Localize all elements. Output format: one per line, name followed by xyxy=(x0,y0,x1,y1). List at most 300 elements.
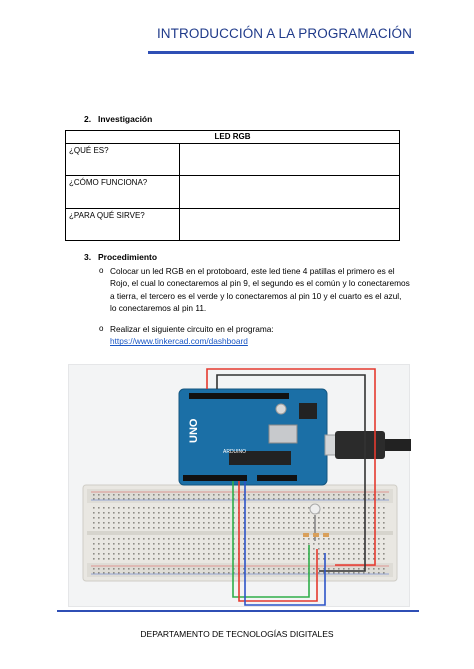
breadboard-hole xyxy=(178,538,180,540)
breadboard-hole xyxy=(343,512,345,514)
header-rule xyxy=(148,51,414,54)
breadboard-hole xyxy=(223,543,225,545)
breadboard-hole xyxy=(193,527,195,529)
breadboard-hole xyxy=(198,538,200,540)
breadboard-hole xyxy=(343,538,345,540)
breadboard-hole xyxy=(253,527,255,529)
breadboard-hole xyxy=(273,522,275,524)
breadboard-hole xyxy=(193,548,195,550)
breadboard-hole xyxy=(378,498,380,500)
breadboard-hole xyxy=(353,527,355,529)
breadboard-hole xyxy=(268,527,270,529)
breadboard-hole xyxy=(253,498,255,500)
breadboard-hole xyxy=(338,553,340,555)
breadboard-hole xyxy=(358,507,360,509)
circuit-figure xyxy=(68,364,410,607)
breadboard-hole xyxy=(303,568,305,570)
breadboard-hole xyxy=(258,512,260,514)
breadboard-hole xyxy=(253,572,255,574)
breadboard-hole xyxy=(298,494,300,496)
breadboard-hole xyxy=(263,548,265,550)
breadboard-hole xyxy=(358,548,360,550)
breadboard-hole xyxy=(298,548,300,550)
breadboard-hole xyxy=(128,512,130,514)
breadboard-hole xyxy=(143,553,145,555)
breadboard-hole xyxy=(258,507,260,509)
breadboard-hole xyxy=(273,543,275,545)
breadboard-hole xyxy=(318,527,320,529)
breadboard-hole xyxy=(138,572,140,574)
answer-cell[interactable] xyxy=(180,209,400,241)
breadboard-hole xyxy=(138,494,140,496)
breadboard-hole xyxy=(343,527,345,529)
answer-cell[interactable] xyxy=(180,176,400,209)
breadboard-hole xyxy=(278,522,280,524)
breadboard-hole xyxy=(103,558,105,560)
breadboard-hole xyxy=(208,543,210,545)
breadboard-hole xyxy=(328,498,330,500)
breadboard-hole xyxy=(93,572,95,574)
breadboard-hole xyxy=(208,558,210,560)
breadboard-hole xyxy=(223,553,225,555)
table-title: LED RGB xyxy=(66,131,400,144)
breadboard-hole xyxy=(168,572,170,574)
breadboard-hole xyxy=(103,517,105,519)
breadboard-hole xyxy=(208,568,210,570)
breadboard-hole xyxy=(158,522,160,524)
breadboard-hole xyxy=(223,498,225,500)
breadboard-hole xyxy=(353,548,355,550)
breadboard-hole xyxy=(93,538,95,540)
breadboard-hole xyxy=(103,494,105,496)
breadboard-hole xyxy=(163,517,165,519)
breadboard-hole xyxy=(108,568,110,570)
breadboard-hole xyxy=(133,507,135,509)
breadboard-hole xyxy=(128,527,130,529)
breadboard-hole xyxy=(143,568,145,570)
breadboard-hole xyxy=(178,568,180,570)
breadboard-hole xyxy=(178,572,180,574)
breadboard-hole xyxy=(213,517,215,519)
breadboard-hole xyxy=(378,548,380,550)
breadboard-hole xyxy=(158,512,160,514)
breadboard-hole xyxy=(338,494,340,496)
tinkercad-link[interactable]: https://www.tinkercad.com/dashboard xyxy=(110,336,248,347)
breadboard-hole xyxy=(133,522,135,524)
breadboard-hole xyxy=(168,498,170,500)
breadboard-hole xyxy=(183,507,185,509)
breadboard-hole xyxy=(128,568,130,570)
breadboard-hole xyxy=(203,512,205,514)
breadboard-hole xyxy=(213,527,215,529)
breadboard-hole xyxy=(348,543,350,545)
board-label: UNO xyxy=(188,418,200,443)
breadboard-hole xyxy=(248,527,250,529)
breadboard-hole xyxy=(193,558,195,560)
breadboard-hole xyxy=(168,558,170,560)
breadboard-hole xyxy=(248,538,250,540)
procedure-item xyxy=(99,323,410,348)
breadboard-hole xyxy=(123,568,125,570)
breadboard-hole xyxy=(343,498,345,500)
breadboard-hole xyxy=(113,553,115,555)
breadboard-hole xyxy=(248,517,250,519)
breadboard-hole xyxy=(108,553,110,555)
breadboard-hole xyxy=(213,572,215,574)
breadboard-hole xyxy=(133,512,135,514)
breadboard-hole xyxy=(323,498,325,500)
breadboard-hole xyxy=(108,548,110,550)
breadboard-hole xyxy=(383,572,385,574)
breadboard-hole xyxy=(248,507,250,509)
breadboard-hole xyxy=(208,548,210,550)
breadboard-hole xyxy=(313,553,315,555)
breadboard-hole xyxy=(108,572,110,574)
breadboard-hole xyxy=(138,543,140,545)
breadboard-hole xyxy=(368,494,370,496)
breadboard-hole xyxy=(253,512,255,514)
breadboard-hole xyxy=(158,558,160,560)
breadboard-hole xyxy=(298,527,300,529)
breadboard-hole xyxy=(228,517,230,519)
breadboard-hole xyxy=(128,548,130,550)
breadboard-hole xyxy=(273,498,275,500)
breadboard-hole xyxy=(293,568,295,570)
breadboard-hole xyxy=(163,494,165,496)
breadboard-hole xyxy=(298,507,300,509)
breadboard-hole xyxy=(228,543,230,545)
breadboard-hole xyxy=(338,548,340,550)
breadboard-hole xyxy=(293,543,295,545)
breadboard-hole xyxy=(123,548,125,550)
breadboard-hole xyxy=(308,498,310,500)
question-cell: ¿CÓMO FUNCIONA? xyxy=(66,176,180,209)
breadboard-hole xyxy=(188,522,190,524)
breadboard-hole xyxy=(178,498,180,500)
breadboard-hole xyxy=(143,498,145,500)
breadboard-hole xyxy=(113,527,115,529)
breadboard-hole xyxy=(318,517,320,519)
breadboard-hole xyxy=(148,512,150,514)
breadboard-hole xyxy=(163,498,165,500)
breadboard-hole xyxy=(343,507,345,509)
breadboard-hole xyxy=(208,512,210,514)
breadboard-hole xyxy=(198,543,200,545)
breadboard-hole xyxy=(218,494,220,496)
breadboard-hole xyxy=(208,517,210,519)
breadboard-hole xyxy=(173,538,175,540)
breadboard-hole xyxy=(378,538,380,540)
breadboard-hole xyxy=(318,568,320,570)
footer-rule xyxy=(57,610,419,612)
breadboard-hole xyxy=(198,572,200,574)
breadboard-hole xyxy=(383,543,385,545)
breadboard-hole xyxy=(348,498,350,500)
breadboard-hole xyxy=(123,558,125,560)
breadboard-hole xyxy=(383,538,385,540)
breadboard-hole xyxy=(198,553,200,555)
breadboard-hole xyxy=(203,568,205,570)
breadboard-hole xyxy=(283,494,285,496)
breadboard-hole xyxy=(93,522,95,524)
breadboard-hole xyxy=(103,548,105,550)
breadboard-hole xyxy=(173,558,175,560)
breadboard-hole xyxy=(288,568,290,570)
breadboard-hole xyxy=(223,507,225,509)
breadboard-hole xyxy=(113,568,115,570)
breadboard-hole xyxy=(133,517,135,519)
breadboard-hole xyxy=(153,568,155,570)
breadboard-hole xyxy=(153,553,155,555)
breadboard-hole xyxy=(283,527,285,529)
breadboard-hole xyxy=(278,553,280,555)
usb-cable xyxy=(325,431,411,459)
breadboard-hole xyxy=(263,507,265,509)
breadboard-hole xyxy=(203,494,205,496)
breadboard-hole xyxy=(148,494,150,496)
breadboard-hole xyxy=(163,507,165,509)
breadboard-hole xyxy=(288,538,290,540)
breadboard-hole xyxy=(168,568,170,570)
breadboard-hole xyxy=(133,498,135,500)
breadboard-hole xyxy=(258,568,260,570)
breadboard-hole xyxy=(218,522,220,524)
breadboard-hole xyxy=(128,494,130,496)
breadboard-hole xyxy=(258,553,260,555)
breadboard-hole xyxy=(328,517,330,519)
breadboard-hole xyxy=(358,527,360,529)
breadboard-hole xyxy=(338,507,340,509)
breadboard-hole xyxy=(123,507,125,509)
breadboard-hole xyxy=(383,553,385,555)
breadboard-hole xyxy=(248,558,250,560)
footer-text: DEPARTAMENTO DE TECNOLOGÍAS DIGITALES xyxy=(140,629,334,639)
breadboard-hole xyxy=(163,553,165,555)
breadboard-hole xyxy=(153,527,155,529)
breadboard-hole xyxy=(278,543,280,545)
breadboard-hole xyxy=(313,568,315,570)
breadboard-hole xyxy=(313,494,315,496)
breadboard-hole xyxy=(183,517,185,519)
breadboard-hole xyxy=(128,553,130,555)
breadboard-hole xyxy=(218,572,220,574)
breadboard-hole xyxy=(318,498,320,500)
breadboard-hole xyxy=(188,543,190,545)
breadboard-hole xyxy=(283,558,285,560)
breadboard-hole xyxy=(293,494,295,496)
breadboard-hole xyxy=(113,498,115,500)
breadboard-hole xyxy=(128,517,130,519)
breadboard-hole xyxy=(228,522,230,524)
breadboard-hole xyxy=(123,543,125,545)
breadboard-hole xyxy=(343,548,345,550)
breadboard-hole xyxy=(178,527,180,529)
breadboard-hole xyxy=(118,507,120,509)
table-row xyxy=(66,209,400,241)
breadboard-hole xyxy=(168,553,170,555)
breadboard-hole xyxy=(113,512,115,514)
breadboard-hole xyxy=(273,538,275,540)
breadboard-hole xyxy=(103,512,105,514)
breadboard-hole xyxy=(208,507,210,509)
breadboard-hole xyxy=(348,494,350,496)
breadboard-hole xyxy=(123,553,125,555)
breadboard-hole xyxy=(153,543,155,545)
breadboard-hole xyxy=(258,517,260,519)
breadboard-hole xyxy=(98,553,100,555)
breadboard-hole xyxy=(118,512,120,514)
breadboard-hole xyxy=(368,543,370,545)
breadboard-hole xyxy=(313,548,315,550)
breadboard-hole xyxy=(353,517,355,519)
breadboard-hole xyxy=(188,568,190,570)
breadboard-hole xyxy=(163,568,165,570)
breadboard-hole xyxy=(293,558,295,560)
breadboard-hole xyxy=(213,543,215,545)
breadboard-hole xyxy=(378,572,380,574)
breadboard-hole xyxy=(178,494,180,496)
breadboard-hole xyxy=(293,572,295,574)
breadboard-hole xyxy=(343,517,345,519)
breadboard-hole xyxy=(148,553,150,555)
answer-cell[interactable] xyxy=(180,144,400,176)
breadboard-hole xyxy=(93,507,95,509)
breadboard-hole xyxy=(168,522,170,524)
breadboard-hole xyxy=(253,522,255,524)
breadboard-hole xyxy=(343,568,345,570)
breadboard-hole xyxy=(193,538,195,540)
breadboard-hole xyxy=(128,572,130,574)
bullet-marker: o xyxy=(99,266,104,275)
section-2-heading xyxy=(84,114,152,124)
breadboard-hole xyxy=(313,498,315,500)
question-cell: ¿PARA QUÉ SIRVE? xyxy=(66,209,180,241)
breadboard-hole xyxy=(93,548,95,550)
breadboard-hole xyxy=(248,498,250,500)
breadboard-hole xyxy=(253,553,255,555)
breadboard-hole xyxy=(103,522,105,524)
breadboard-hole xyxy=(378,494,380,496)
breadboard-hole xyxy=(213,498,215,500)
breadboard-hole xyxy=(143,558,145,560)
breadboard-hole xyxy=(143,543,145,545)
breadboard-hole xyxy=(218,498,220,500)
breadboard-hole xyxy=(263,512,265,514)
breadboard-hole xyxy=(368,527,370,529)
breadboard-hole xyxy=(328,558,330,560)
breadboard-hole xyxy=(188,498,190,500)
breadboard-hole xyxy=(383,498,385,500)
breadboard-hole xyxy=(283,568,285,570)
breadboard-hole xyxy=(153,522,155,524)
breadboard-hole xyxy=(278,527,280,529)
breadboard-hole xyxy=(213,558,215,560)
breadboard-hole xyxy=(343,543,345,545)
breadboard-hole xyxy=(358,543,360,545)
breadboard-hole xyxy=(168,538,170,540)
breadboard-hole xyxy=(163,522,165,524)
breadboard-hole xyxy=(368,522,370,524)
breadboard-hole xyxy=(93,553,95,555)
breadboard-hole xyxy=(203,558,205,560)
breadboard-hole xyxy=(283,538,285,540)
breadboard-hole xyxy=(268,494,270,496)
breadboard-hole xyxy=(193,568,195,570)
breadboard-hole xyxy=(93,543,95,545)
breadboard-hole xyxy=(208,553,210,555)
breadboard-hole xyxy=(118,498,120,500)
breadboard-hole xyxy=(178,522,180,524)
investigation-table xyxy=(65,130,400,241)
bullet-marker: o xyxy=(99,324,104,333)
breadboard-hole xyxy=(183,558,185,560)
breadboard-hole xyxy=(223,572,225,574)
breadboard-hole xyxy=(338,558,340,560)
breadboard-hole xyxy=(278,538,280,540)
breadboard-hole xyxy=(178,548,180,550)
breadboard-hole xyxy=(158,507,160,509)
breadboard-hole xyxy=(173,512,175,514)
breadboard-hole xyxy=(218,558,220,560)
breadboard-hole xyxy=(348,527,350,529)
breadboard-hole xyxy=(188,553,190,555)
breadboard-hole xyxy=(98,494,100,496)
breadboard-hole xyxy=(223,538,225,540)
breadboard-hole xyxy=(148,548,150,550)
breadboard-hole xyxy=(283,517,285,519)
breadboard-hole xyxy=(153,538,155,540)
breadboard-hole xyxy=(153,548,155,550)
breadboard-hole xyxy=(183,494,185,496)
breadboard-hole xyxy=(378,507,380,509)
procedure-item xyxy=(99,265,410,314)
breadboard-hole xyxy=(328,522,330,524)
breadboard-hole xyxy=(293,517,295,519)
breadboard-hole xyxy=(103,568,105,570)
breadboard-hole xyxy=(253,568,255,570)
breadboard-hole xyxy=(193,507,195,509)
procedure-text: Colocar un led RGB en el protoboard, este led tiene 4 patillas el primero es el Rojo, el cual lo conectaremos al pin 9, el segundo es el común y lo conectaremos a tierra, el tercero es el verde y lo conectaremos al pin 10 y el cuarto es el azul, lo conectaremos al pin 11. xyxy=(110,266,410,313)
breadboard-hole xyxy=(98,558,100,560)
breadboard-hole xyxy=(288,507,290,509)
breadboard-hole xyxy=(328,507,330,509)
breadboard-hole xyxy=(328,572,330,574)
breadboard-hole xyxy=(188,548,190,550)
breadboard-hole xyxy=(123,572,125,574)
breadboard-hole xyxy=(213,548,215,550)
breadboard-hole xyxy=(258,543,260,545)
breadboard-hole xyxy=(153,558,155,560)
breadboard-hole xyxy=(223,558,225,560)
breadboard-hole xyxy=(193,522,195,524)
breadboard-hole xyxy=(128,543,130,545)
breadboard-hole xyxy=(143,522,145,524)
breadboard-hole xyxy=(98,507,100,509)
breadboard-hole xyxy=(273,512,275,514)
breadboard-hole xyxy=(348,512,350,514)
breadboard-hole xyxy=(283,507,285,509)
breadboard-hole xyxy=(203,522,205,524)
breadboard-hole xyxy=(278,498,280,500)
breadboard-hole xyxy=(323,527,325,529)
breadboard-hole xyxy=(358,538,360,540)
breadboard-hole xyxy=(358,553,360,555)
breadboard-hole xyxy=(263,522,265,524)
breadboard-hole xyxy=(113,517,115,519)
breadboard-hole xyxy=(123,527,125,529)
breadboard-hole xyxy=(98,572,100,574)
breadboard-hole xyxy=(118,538,120,540)
